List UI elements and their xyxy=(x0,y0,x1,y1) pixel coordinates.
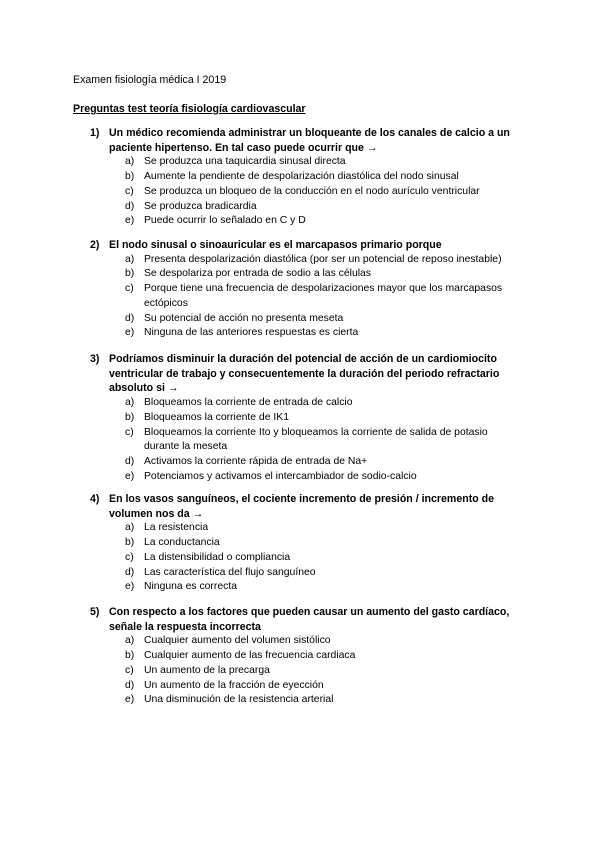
option-d xyxy=(125,312,522,327)
question-text: En los vasos sanguíneos, el cociente incremento de presión / incremento de volumen nos da → xyxy=(109,493,495,520)
option-e xyxy=(125,470,522,485)
option-letter: c) xyxy=(125,664,134,676)
option-text: Porque tiene una frecuencia de despolarizaciones mayor que los marcapasos ectópicos xyxy=(144,283,503,309)
option-letter: e) xyxy=(125,470,135,482)
option-letter: a) xyxy=(125,156,135,168)
option-e xyxy=(125,214,522,229)
question-text: Un médico recomienda administrar un bloqueante de los canales de calcio a un paciente hipertenso. En tal caso puede ocurrir que → xyxy=(109,127,510,154)
option-text: Cualquier aumento del volumen sistólico xyxy=(144,635,331,647)
option-text: La distensibilidad o compliancia xyxy=(144,551,291,563)
option-text: Activamos la corriente rápida de entrada de Na+ xyxy=(144,455,368,467)
option-text: La conductancia xyxy=(144,537,220,549)
option-d xyxy=(125,679,522,694)
option-text: Un aumento de la precarga xyxy=(144,664,270,676)
option-e xyxy=(125,693,522,708)
option-letter: e) xyxy=(125,581,135,593)
question-stem xyxy=(90,492,522,521)
option-letter: a) xyxy=(125,522,135,534)
question-3 xyxy=(90,352,522,484)
option-letter: d) xyxy=(125,200,135,212)
option-letter: d) xyxy=(125,312,135,324)
option-c xyxy=(125,282,522,311)
option-letter: c) xyxy=(125,551,134,563)
option-letter: d) xyxy=(125,566,135,578)
option-a xyxy=(125,521,522,536)
question-number: 4) xyxy=(90,493,100,505)
section-heading: Preguntas test teoría fisiología cardiovascular xyxy=(73,103,306,115)
option-c xyxy=(125,664,522,679)
option-text: Presenta despolarización diastólica (por ser un potencial de reposo inestable) xyxy=(144,253,502,265)
option-text: Aumente la pendiente de despolarización diastólica del nodo sinusal xyxy=(144,171,459,183)
question-text: Con respecto a los factores que pueden causar un aumento del gasto cardíaco, señale la respuesta incorrecta xyxy=(109,606,510,633)
question-stem xyxy=(90,126,522,155)
option-list xyxy=(90,396,522,484)
option-text: Potenciamos y activamos el intercambiador de sodio-calcio xyxy=(144,470,417,482)
question-number: 2) xyxy=(90,239,100,251)
option-letter: a) xyxy=(125,397,135,409)
option-text: Puede ocurrir lo señalado en C y D xyxy=(144,215,306,227)
option-text: Se produzca bradicardia xyxy=(144,200,257,212)
option-b xyxy=(125,411,522,426)
option-letter: e) xyxy=(125,694,135,706)
option-d xyxy=(125,566,522,581)
option-letter: b) xyxy=(125,650,135,662)
option-e xyxy=(125,580,522,595)
option-a xyxy=(125,634,522,649)
document-title: Examen fisiología médica I 2019 xyxy=(73,74,227,86)
question-stem xyxy=(90,238,522,253)
option-c xyxy=(125,551,522,566)
option-letter: c) xyxy=(125,426,134,438)
option-a xyxy=(125,155,522,170)
option-text: Se produzca una taquicardia sinusal directa xyxy=(144,156,346,168)
option-list xyxy=(90,253,522,341)
option-b xyxy=(125,170,522,185)
option-text: Un aumento de la fracción de eyección xyxy=(144,679,324,691)
option-letter: b) xyxy=(125,268,135,280)
option-text: Su potencial de acción no presenta meseta xyxy=(144,312,344,324)
option-text: Se despolariza por entrada de sodio a las células xyxy=(144,268,372,280)
option-letter: d) xyxy=(125,679,135,691)
question-text: El nodo sinusal o sinoauricular es el marcapasos primario porque xyxy=(109,239,442,251)
option-letter: a) xyxy=(125,635,135,647)
question-4 xyxy=(90,492,522,595)
option-letter: b) xyxy=(125,411,135,423)
option-text: Se produzca un bloqueo de la conducción en el nodo aurículo ventricular xyxy=(144,185,480,197)
question-number: 3) xyxy=(90,353,100,365)
option-list xyxy=(90,634,522,708)
option-letter: d) xyxy=(125,455,135,467)
question-1 xyxy=(90,126,522,229)
option-text: Una disminución de la resistencia arterial xyxy=(144,694,334,706)
question-stem xyxy=(90,352,522,396)
question-stem xyxy=(90,605,522,634)
option-e xyxy=(125,326,522,341)
option-letter: e) xyxy=(125,327,135,339)
question-5 xyxy=(90,605,522,708)
option-d xyxy=(125,200,522,215)
option-a xyxy=(125,253,522,268)
option-text: Bloqueamos la corriente de entrada de calcio xyxy=(144,397,353,409)
option-b xyxy=(125,649,522,664)
option-text: Ninguna es correcta xyxy=(144,581,237,593)
option-letter: b) xyxy=(125,171,135,183)
option-letter: c) xyxy=(125,185,134,197)
question-text: Podríamos disminuir la duración del potencial de acción de un cardiomiocito ventricular de trabajo y consecuentemente la duración del periodo refractario absoluto si → xyxy=(109,353,500,395)
question-number: 1) xyxy=(90,127,100,139)
question-number: 5) xyxy=(90,606,100,618)
option-c xyxy=(125,426,522,455)
option-text: Cualquier aumento de las frecuencia cardiaca xyxy=(144,650,356,662)
option-letter: e) xyxy=(125,215,135,227)
option-text: Bloqueamos la corriente Ito y bloqueamos la corriente de salida de potasio durante la meseta xyxy=(144,426,488,453)
option-b xyxy=(125,267,522,282)
option-b xyxy=(125,536,522,551)
option-list xyxy=(90,155,522,229)
question-2 xyxy=(90,238,522,341)
option-text: Las característica del flujo sanguíneo xyxy=(144,566,316,578)
option-c xyxy=(125,185,522,200)
option-text: La resistencia xyxy=(144,522,209,534)
option-d xyxy=(125,455,522,470)
option-text: Ninguna de las anteriores respuestas es cierta xyxy=(144,327,359,339)
option-letter: b) xyxy=(125,537,135,549)
option-a xyxy=(125,396,522,411)
option-text: Bloqueamos la corriente de IK1 xyxy=(144,411,289,423)
option-letter: c) xyxy=(125,283,134,295)
option-letter: a) xyxy=(125,253,135,265)
option-list xyxy=(90,521,522,595)
